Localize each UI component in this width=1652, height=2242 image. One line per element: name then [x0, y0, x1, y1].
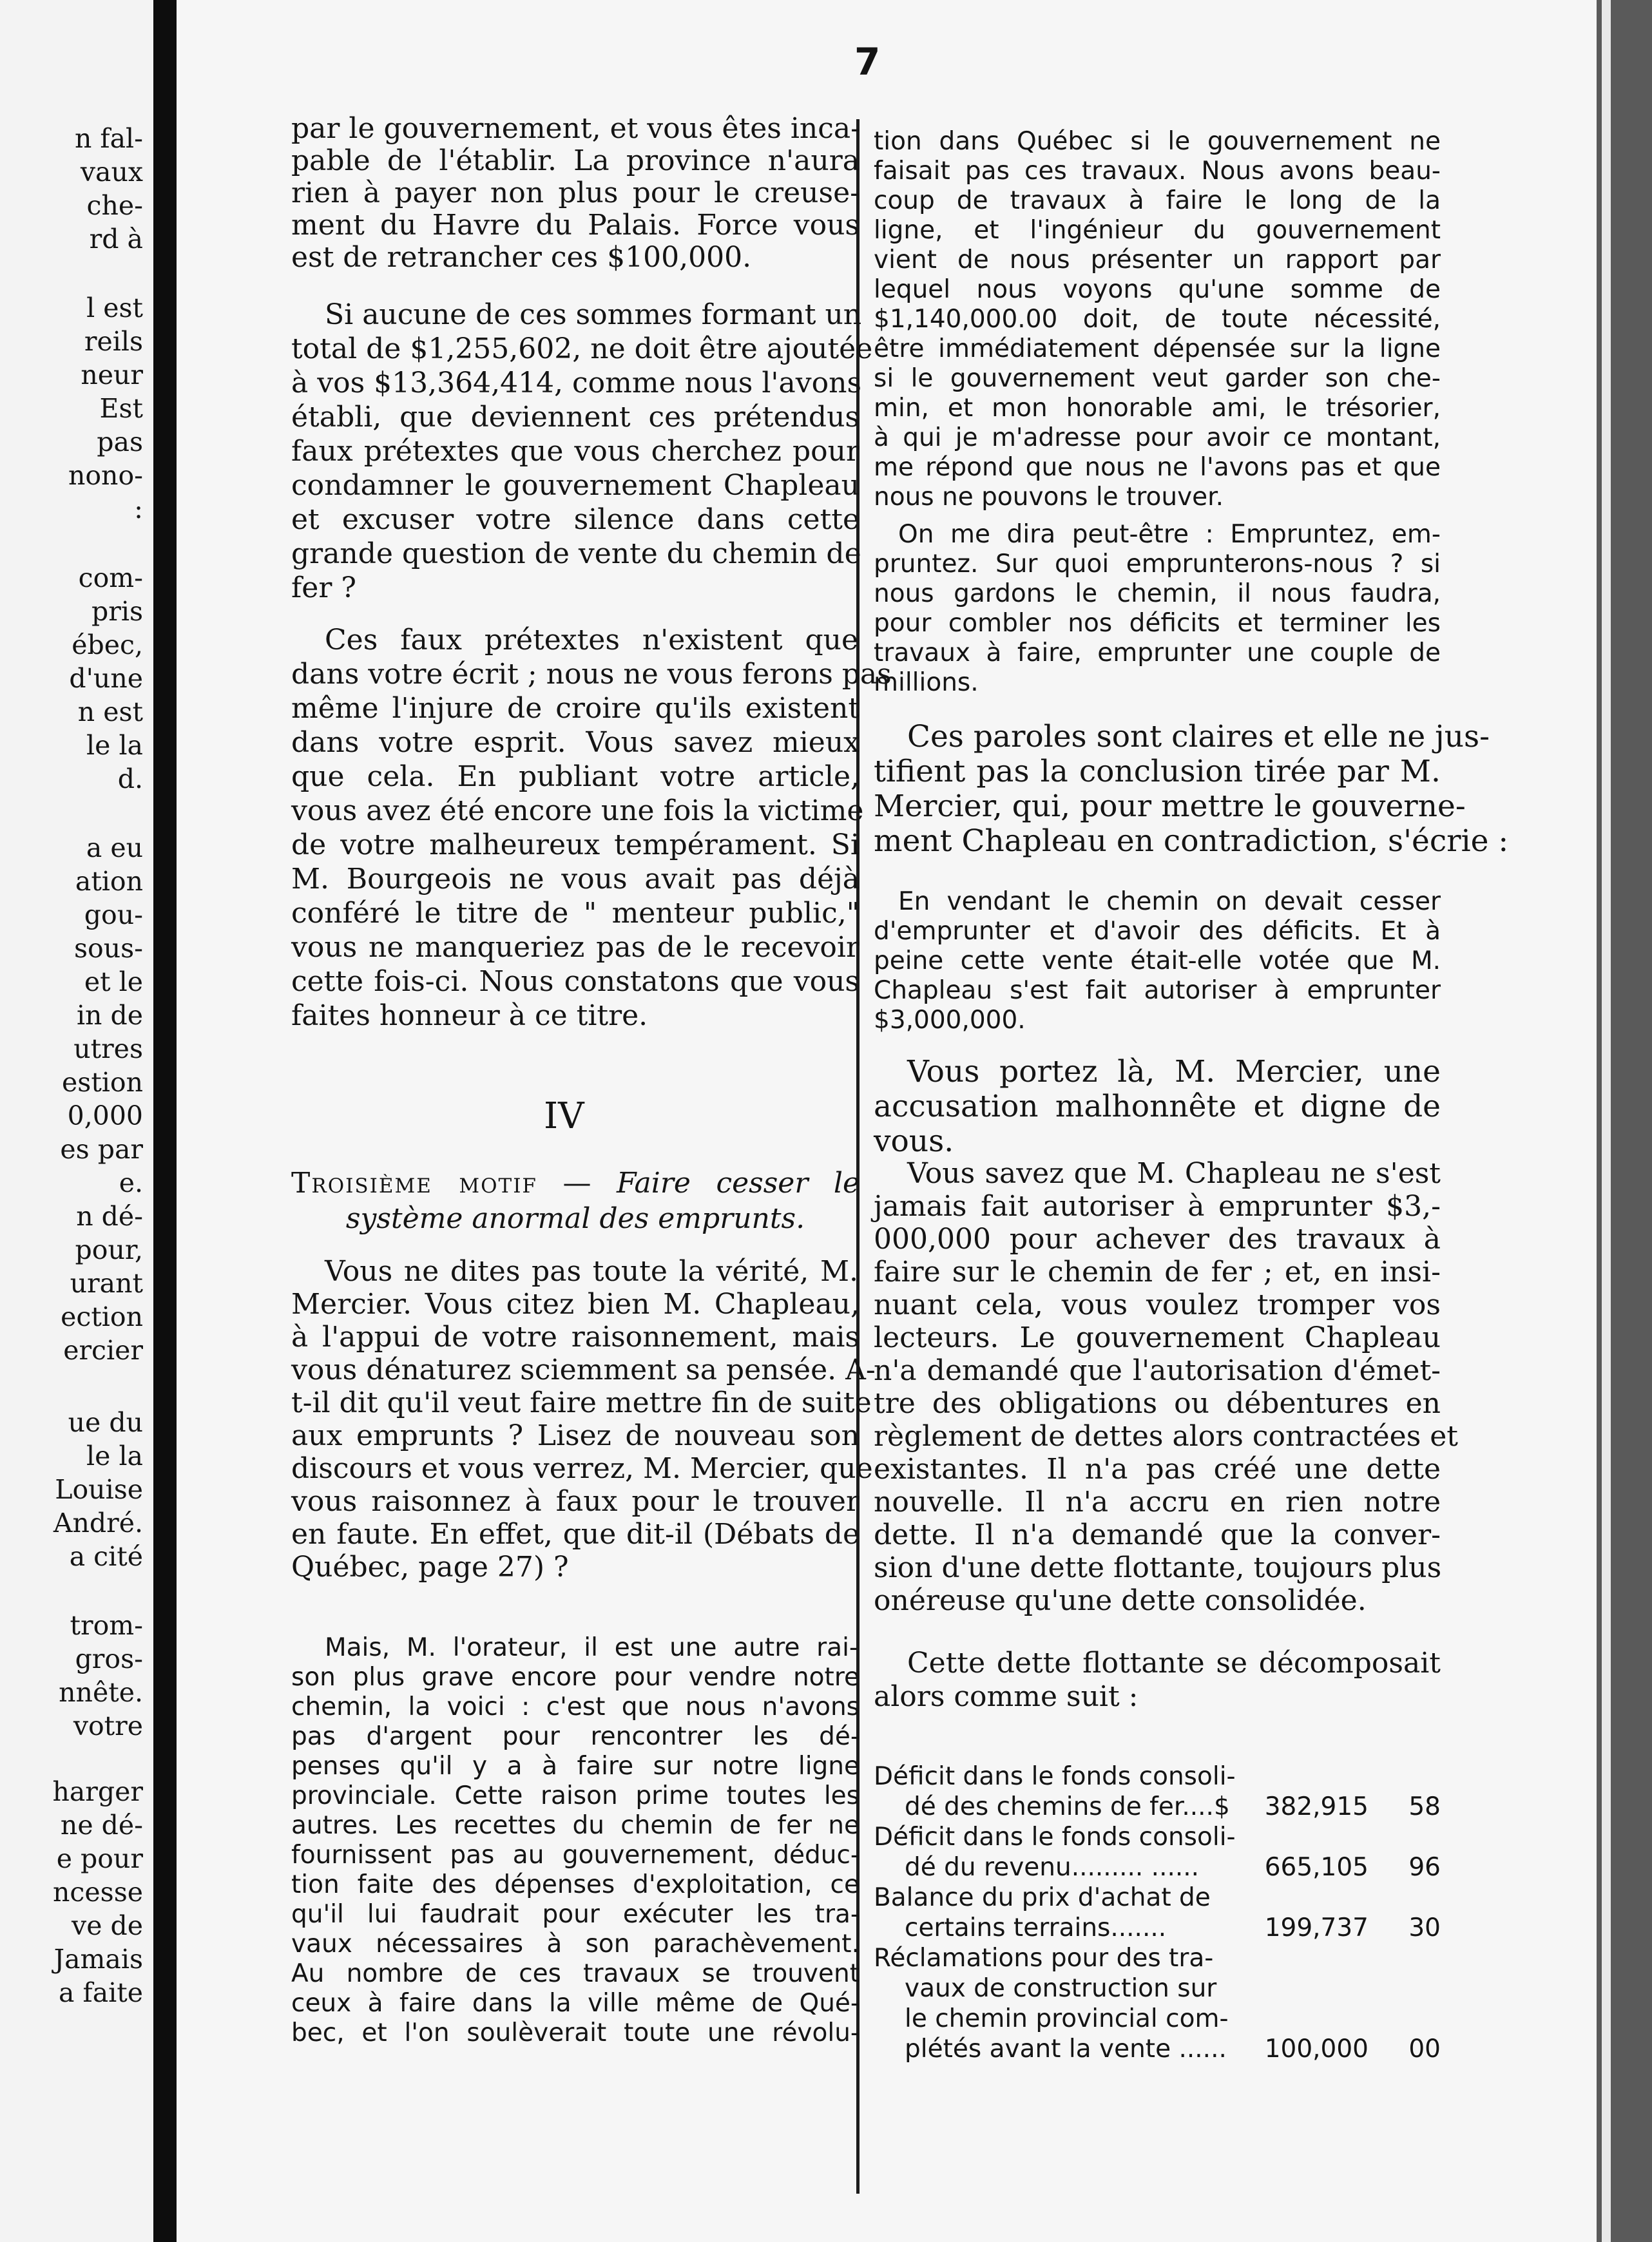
- previous-page-line: che-: [86, 190, 143, 221]
- quote-line: si le gouvernement veut garder son che-: [874, 364, 1441, 393]
- paragraph-line: ment Chapleau en contradiction, s'écrie :: [874, 823, 1509, 859]
- previous-page-line: l est: [86, 292, 143, 323]
- paragraph-line: existantes. Il n'a pas créé une dette: [874, 1453, 1441, 1486]
- paragraph-line: alors comme suit :: [874, 1680, 1138, 1713]
- paragraph-line: dans votre esprit. Vous savez mieux: [291, 726, 860, 759]
- quote-line: être immédiatement dépensée sur la ligne: [874, 334, 1441, 363]
- paragraph-line: en faute. En effet, que dit-il (Débats de: [291, 1518, 860, 1551]
- previous-page-line: pris: [91, 596, 143, 627]
- quote-line: pour combler nos déficits et terminer les: [874, 609, 1441, 638]
- quote-line: min, et mon honorable ami, le trésorier,: [874, 394, 1441, 423]
- quote-line: ceux à faire dans la ville même de Qué-: [291, 1989, 860, 2018]
- quote-line: me répond que nous ne l'avons pas et que: [874, 453, 1441, 482]
- ledger-cents: 00: [1408, 2035, 1441, 2064]
- paragraph-line: t-il dit qu'il veut faire mettre fin de suite: [291, 1386, 872, 1419]
- quote-line: peine cette vente était-elle votée que M.: [874, 946, 1441, 975]
- heading-caps: Troisième motif: [291, 1167, 537, 1200]
- previous-page-line: reils: [84, 326, 143, 357]
- quote-line: tion faite des dépenses d'exploitation, ce: [291, 1870, 860, 1899]
- quote-line: penses qu'il y a à faire sur notre ligne: [291, 1752, 860, 1781]
- ledger-description: Réclamations pour des tra-: [874, 1944, 1214, 1973]
- previous-page-line: in de: [76, 1000, 143, 1031]
- quote-line: à qui je m'adresse pour avoir ce montant,: [874, 423, 1441, 452]
- ledger-description: plétés avant la vente ......: [905, 2035, 1227, 2064]
- ledger-description: dé du revenu......... ......: [905, 1853, 1200, 1882]
- paragraph-line: faire sur le chemin de fer ; et, en insi-: [874, 1256, 1441, 1289]
- previous-page-line: e.: [119, 1167, 143, 1198]
- paragraph-line: à vos $13,364,414, comme nous l'avons: [291, 367, 862, 399]
- paragraph-line: vous.: [874, 1124, 954, 1159]
- previous-page-line: estion: [62, 1067, 143, 1098]
- quote-line: fournissent pas au gouvernement, déduc-: [291, 1841, 860, 1870]
- paragraph-line: est de retrancher ces $100,000.: [291, 241, 752, 274]
- ledger-amount: 100,000: [1264, 2035, 1369, 2064]
- previous-page-line: d.: [117, 763, 143, 794]
- previous-page-line: urant: [70, 1268, 143, 1299]
- quote-line: nous gardons le chemin, il nous faudra,: [874, 579, 1441, 608]
- quote-line: chemin, la voici : c'est que nous n'avons: [291, 1692, 860, 1721]
- quote-line: nous ne pouvons le trouver.: [874, 483, 1224, 512]
- paragraph-line: règlement de dettes alors contractées et: [874, 1420, 1458, 1453]
- ledger-amount: 665,105: [1264, 1853, 1369, 1882]
- paragraph-line: vous avez été encore une fois la victime: [291, 794, 864, 827]
- paragraph-line: condamner le gouvernement Chapleau: [291, 469, 860, 502]
- previous-page-fragment: [0, 0, 153, 2242]
- quote-line: Au nombre de ces travaux se trouvent: [291, 1959, 860, 1988]
- paragraph-line: M. Bourgeois ne vous avait pas déjà: [291, 863, 860, 896]
- ledger-row: [874, 1762, 1441, 1792]
- section-number: IV: [544, 1095, 584, 1137]
- paragraph-line: Québec, page 27) ?: [291, 1551, 569, 1584]
- paragraph-line: nouvelle. Il n'a accru en rien notre: [874, 1486, 1441, 1519]
- ledger-description: Déficit dans le fonds consoli-: [874, 1762, 1236, 1791]
- quote-line: ligne, et l'ingénieur du gouvernement: [874, 216, 1441, 245]
- paragraph-line: Si aucune de ces sommes formant un: [325, 298, 862, 331]
- quote-line: son plus grave encore pour vendre notre: [291, 1663, 860, 1692]
- paragraph-line: 000,000 pour achever des travaux à: [874, 1223, 1441, 1256]
- paragraph-line: tifient pas la conclusion tirée par M.: [874, 754, 1441, 789]
- quote-line: autres. Les recettes du chemin de fer ne: [291, 1811, 860, 1840]
- ledger-amount: 382,915: [1264, 1792, 1369, 1821]
- quote-line: provinciale. Cette raison prime toutes les: [291, 1781, 860, 1810]
- paragraph-line: grande question de vente du chemin de: [291, 537, 861, 570]
- previous-page-line: nono-: [68, 460, 143, 491]
- paragraph-line: à l'appui de votre raisonnement, mais: [291, 1321, 860, 1354]
- ledger-cents: 96: [1408, 1853, 1441, 1882]
- paragraph-line: Cette dette flottante se décomposait: [907, 1647, 1441, 1680]
- section-heading-line: système anormal des emprunts.: [345, 1202, 805, 1235]
- paragraph-line: Vous ne dites pas toute la vérité, M.: [325, 1255, 858, 1288]
- previous-page-line: pas: [97, 426, 143, 457]
- paragraph-line: sion d'une dette flottante, toujours plus: [874, 1551, 1442, 1584]
- paragraph-line: Ces faux prétextes n'existent que: [325, 624, 858, 656]
- quote-line: millions.: [874, 668, 979, 697]
- paragraph-line: conféré le titre de " menteur public,": [291, 897, 860, 930]
- paragraph-line: établi, que deviennent ces prétendus: [291, 401, 860, 434]
- previous-page-line: harger: [52, 1776, 143, 1807]
- previous-page-line: a faite: [59, 1977, 143, 2008]
- paragraph-line: dans votre écrit ; nous ne vous ferons pas: [291, 658, 892, 691]
- quote-line: On me dira peut-être : Empruntez, em-: [898, 520, 1441, 549]
- previous-page-line: utres: [73, 1033, 143, 1064]
- previous-page-line: gros-: [75, 1643, 143, 1674]
- quote-line: Mais, M. l'orateur, il est une autre rai-: [325, 1633, 858, 1662]
- quote-line: d'emprunter et d'avoir des déficits. Et à: [874, 917, 1441, 946]
- paragraph-line: que cela. En publiant votre article,: [291, 760, 860, 793]
- previous-page-line: ercier: [63, 1335, 143, 1366]
- previous-page-line: le la: [86, 1441, 143, 1471]
- quote-line: pruntez. Sur quoi emprunterons-nous ? si: [874, 550, 1441, 579]
- previous-page-line: ve de: [72, 1910, 143, 1941]
- paragraph-line: Mercier. Vous citez bien M. Chapleau,: [291, 1288, 860, 1321]
- previous-page-line: es par: [60, 1134, 143, 1165]
- ledger-cents: 58: [1408, 1792, 1441, 1821]
- previous-page-line: rd à: [89, 224, 143, 254]
- previous-page-line: trom-: [70, 1610, 143, 1641]
- ledger-row: [874, 2035, 1441, 2064]
- ledger-row: [874, 1974, 1441, 2004]
- paragraph-line: accusation malhonnête et digne de: [874, 1089, 1441, 1124]
- previous-page-line: nnête.: [59, 1677, 143, 1708]
- previous-page-line: a eu: [86, 832, 143, 863]
- previous-page-line: ection: [61, 1301, 143, 1332]
- previous-page-line: ne dé-: [60, 1810, 143, 1841]
- page: [177, 0, 1597, 2242]
- heading-dash: —: [537, 1167, 617, 1200]
- paragraph-line: Vous portez là, M. Mercier, une: [907, 1054, 1441, 1089]
- ledger-row: [874, 1913, 1441, 1943]
- ledger-description: Balance du prix d'achat de: [874, 1883, 1211, 1912]
- previous-page-line: André.: [53, 1508, 143, 1538]
- ledger-description: vaux de construction sur: [905, 1974, 1217, 2003]
- ledger-row: [874, 1944, 1441, 1973]
- paragraph-line: par le gouvernement, et vous êtes inca-: [291, 112, 861, 145]
- previous-page-line: vaux: [80, 157, 143, 187]
- previous-page-line: le la: [86, 730, 143, 761]
- previous-page-line: a cité: [69, 1541, 143, 1572]
- paragraph-line: vous ne manqueriez pas de le recevoir: [291, 931, 860, 964]
- heading-italic: Faire cesser le: [617, 1167, 860, 1200]
- paragraph-line: faux prétextes que vous cherchez pour: [291, 435, 860, 468]
- paragraph-line: de votre malheureux tempérament. Si: [291, 829, 860, 861]
- paragraph-line: faites honneur à ce titre.: [291, 999, 648, 1032]
- ledger-row: [874, 1823, 1441, 1852]
- previous-page-line: n est: [77, 696, 143, 727]
- paragraph-line: fer ?: [291, 571, 356, 604]
- paragraph-line: cette fois-ci. Nous constatons que vous: [291, 965, 860, 998]
- previous-page-line: 0,000: [67, 1100, 143, 1131]
- previous-page-line: sous-: [73, 933, 143, 964]
- ledger-description: certains terrains.......: [905, 1913, 1167, 1942]
- quote-line: En vendant le chemin on devait cesser: [898, 887, 1441, 916]
- previous-page-line: ation: [75, 866, 143, 897]
- paragraph-line: onéreuse qu'une dette consolidée.: [874, 1584, 1367, 1617]
- quote-line: Chapleau s'est fait autoriser à emprunter: [874, 976, 1441, 1005]
- previous-page-line: ncesse: [53, 1877, 143, 1908]
- paragraph-line: discours et vous verrez, M. Mercier, que: [291, 1452, 873, 1485]
- ledger-amount: 199,737: [1264, 1913, 1369, 1942]
- quote-line: vaux nécessaires à son parachèvement.: [291, 1930, 860, 1959]
- previous-page-line: ue du: [68, 1407, 143, 1438]
- book-gutter: [153, 0, 177, 2242]
- previous-page-line: :: [134, 493, 143, 524]
- ledger-cents: 30: [1408, 1913, 1441, 1942]
- paragraph-line: même l'injure de croire qu'ils existent: [291, 692, 860, 725]
- paragraph-line: tre des obligations ou débentures en: [874, 1387, 1441, 1420]
- paragraph-line: Mercier, qui, pour mettre le gouverne-: [874, 789, 1466, 824]
- previous-page-line: neur: [81, 359, 143, 390]
- paragraph-line: vous dénaturez sciemment sa pensée. A-: [291, 1354, 876, 1386]
- quote-line: qu'il lui faudrait pour exécuter les tra-: [291, 1900, 860, 1929]
- ledger-row: [874, 2004, 1441, 2034]
- previous-page-line: d'une: [69, 663, 143, 694]
- paragraph-line: aux emprunts ? Lisez de nouveau son: [291, 1419, 860, 1452]
- ledger-description: le chemin provincial com-: [905, 2004, 1229, 2033]
- quote-line: faisait pas ces travaux. Nous avons beau-: [874, 157, 1441, 186]
- section-heading: [291, 1169, 860, 1198]
- paragraph-line: dette. Il n'a demandé que la conver-: [874, 1519, 1441, 1551]
- ledger-row: [874, 1853, 1441, 1883]
- previous-page-line: Louise: [55, 1474, 143, 1505]
- quote-line: travaux à faire, emprunter une couple de: [874, 638, 1441, 667]
- quote-line: vient de nous présenter un rapport par: [874, 245, 1441, 274]
- previous-page-line: gou-: [84, 899, 143, 930]
- previous-page-line: ébec,: [72, 629, 143, 660]
- paragraph-line: vous raisonnez à faux pour le trouver: [291, 1485, 860, 1518]
- paragraph-line: et excuser votre silence dans cette: [291, 503, 860, 536]
- paragraph-line: rien à payer non plus pour le creuse-: [291, 177, 860, 209]
- quote-line: lequel nous voyons qu'une somme de: [874, 275, 1441, 304]
- quote-line: bec, et l'on soulèverait toute une révolu-: [291, 2018, 860, 2047]
- quote-line: $3,000,000.: [874, 1006, 1026, 1035]
- previous-page-line: com-: [78, 562, 143, 593]
- paragraph-line: Ces paroles sont claires et elle ne jus-: [907, 719, 1490, 754]
- previous-page-line: Jamais: [53, 1944, 143, 1975]
- previous-page-line: Est: [99, 393, 143, 424]
- quote-line: $1,140,000.00 doit, de toute nécessité,: [874, 305, 1441, 334]
- previous-page-line: e pour: [56, 1843, 143, 1874]
- ledger-description: dé des chemins de fer....$: [905, 1792, 1230, 1821]
- previous-page-line: pour,: [75, 1234, 143, 1265]
- paragraph-line: lecteurs. Le gouvernement Chapleau: [874, 1321, 1441, 1354]
- previous-page-line: n fal-: [74, 123, 143, 154]
- quote-line: tion dans Québec si le gouvernement ne: [874, 127, 1441, 156]
- previous-page-line: et le: [84, 966, 143, 997]
- paragraph-line: Vous savez que M. Chapleau ne s'est: [907, 1157, 1441, 1190]
- previous-page-line: n dé-: [76, 1201, 143, 1232]
- paragraph-line: total de $1,255,602, ne doit être ajoutée: [291, 332, 873, 365]
- page-number: 7: [854, 40, 881, 84]
- paragraph-line: nuant cela, vous voulez tromper vos: [874, 1289, 1441, 1321]
- page-edge: [1597, 0, 1652, 2242]
- paragraph-line: n'a demandé que l'autorisation d'émet-: [874, 1354, 1441, 1387]
- quote-line: pas d'argent pour rencontrer les dé-: [291, 1722, 860, 1751]
- previous-page-line: votre: [73, 1710, 143, 1741]
- ledger-row: [874, 1883, 1441, 1913]
- ledger-row: [874, 1792, 1441, 1822]
- ledger-description: Déficit dans le fonds consoli-: [874, 1823, 1236, 1852]
- quote-line: coup de travaux à faire le long de la: [874, 186, 1441, 215]
- paragraph-line: pable de l'établir. La province n'aura: [291, 144, 860, 177]
- paragraph-line: jamais fait autoriser à emprunter $3,-: [874, 1190, 1441, 1223]
- paragraph-line: ment du Havre du Palais. Force vous: [291, 209, 860, 242]
